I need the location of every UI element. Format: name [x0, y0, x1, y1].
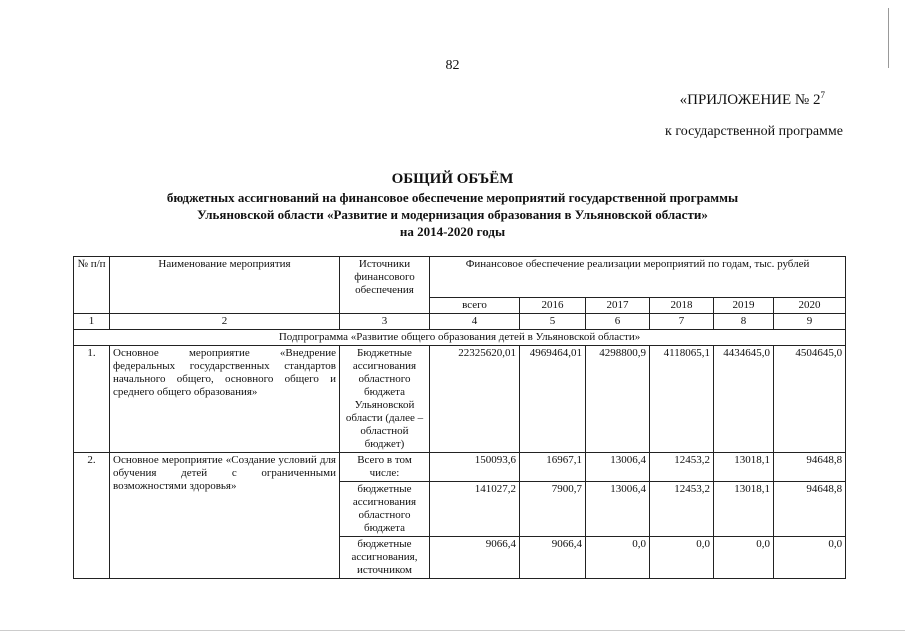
title-main: ОБЩИЙ ОБЪЁМ	[391, 171, 514, 187]
value-2019: 4434645,0	[714, 346, 774, 453]
page-number: 82	[445, 58, 460, 73]
header-year: 2016	[520, 298, 586, 314]
header-year: 2017	[586, 298, 650, 314]
column-number: 5	[520, 314, 586, 330]
title-line-1: бюджетных ассигнований на финансовое обеспечение мероприятий государственной программы	[166, 190, 739, 205]
column-number: 9	[774, 314, 846, 330]
header-source: Источники финансового обеспечения	[340, 257, 430, 314]
header-year: 2018	[650, 298, 714, 314]
appendix-superscript: 7	[820, 90, 825, 100]
column-number: 4	[430, 314, 520, 330]
appendix-text: «ПРИЛОЖЕНИЕ № 2	[679, 92, 821, 108]
value-total: 22325620,01	[430, 346, 520, 453]
table-row	[74, 346, 846, 453]
value-2019: 0,0	[714, 537, 774, 579]
header-name: Наименование мероприятия	[110, 257, 340, 314]
value-2016: 16967,1	[520, 453, 586, 482]
value-2016: 7900,7	[520, 482, 586, 537]
to-program-label: к государственной программе	[665, 124, 843, 139]
table-row	[74, 453, 846, 482]
appendix-label	[680, 90, 825, 109]
value-2018: 12453,2	[650, 453, 714, 482]
value-2018: 0,0	[650, 537, 714, 579]
row-num: 2.	[74, 453, 110, 579]
row-name: Основное мероприятие «Внедрение федеральных государственных стандартов начального общего, основного общего и среднего общего образования»	[110, 346, 340, 453]
column-number: 6	[586, 314, 650, 330]
column-number: 1	[74, 314, 110, 330]
value-2020: 94648,8	[774, 482, 846, 537]
header-year: 2020	[774, 298, 846, 314]
value-total: 9066,4	[430, 537, 520, 579]
value-2016: 9066,4	[520, 537, 586, 579]
value-2017: 4298800,9	[586, 346, 650, 453]
header-financing: Финансовое обеспечение реализации мероприятий по годам, тыс. рублей	[430, 257, 846, 298]
column-number-row	[74, 314, 846, 330]
value-total: 150093,6	[430, 453, 520, 482]
scan-bottom-line	[0, 630, 905, 631]
row-source: бюджетные ассигнования, источником	[340, 537, 430, 579]
header-total: всего	[430, 298, 520, 314]
value-2020: 4504645,0	[774, 346, 846, 453]
value-2019: 13018,1	[714, 453, 774, 482]
row-source: Всего в том числе:	[340, 453, 430, 482]
value-2020: 94648,8	[774, 453, 846, 482]
value-2017: 13006,4	[586, 453, 650, 482]
value-2017: 13006,4	[586, 482, 650, 537]
row-name: Основное мероприятие «Создание условий для обучения детей с ограниченными возможностями здоровья»	[110, 453, 340, 579]
row-num: 1.	[74, 346, 110, 453]
title-line-3: на 2014-2020 годы	[399, 224, 506, 239]
subprogram-row	[74, 330, 846, 346]
column-number: 7	[650, 314, 714, 330]
value-2019: 13018,1	[714, 482, 774, 537]
subprogram-title: Подпрограмма «Развитие общего образования детей в Ульяновской области»	[74, 330, 846, 346]
header-row	[74, 257, 846, 298]
value-total: 141027,2	[430, 482, 520, 537]
header-year: 2019	[714, 298, 774, 314]
column-number: 3	[340, 314, 430, 330]
row-source: бюджетные ассигнования областного бюджета	[340, 482, 430, 537]
column-number: 8	[714, 314, 774, 330]
row-source: Бюджетные ассигнования областного бюджета Ульяновской области (далее – областной бюджет)	[340, 346, 430, 453]
value-2016: 4969464,01	[520, 346, 586, 453]
budget-table	[73, 256, 846, 579]
scan-edge-line	[888, 8, 889, 68]
title-line-2: Ульяновской области «Развитие и модернизация образования в Ульяновской области»	[197, 207, 708, 222]
value-2020: 0,0	[774, 537, 846, 579]
column-number: 2	[110, 314, 340, 330]
header-num: № п/п	[74, 257, 110, 314]
value-2017: 0,0	[586, 537, 650, 579]
value-2018: 4118065,1	[650, 346, 714, 453]
value-2018: 12453,2	[650, 482, 714, 537]
document-title	[0, 170, 905, 240]
